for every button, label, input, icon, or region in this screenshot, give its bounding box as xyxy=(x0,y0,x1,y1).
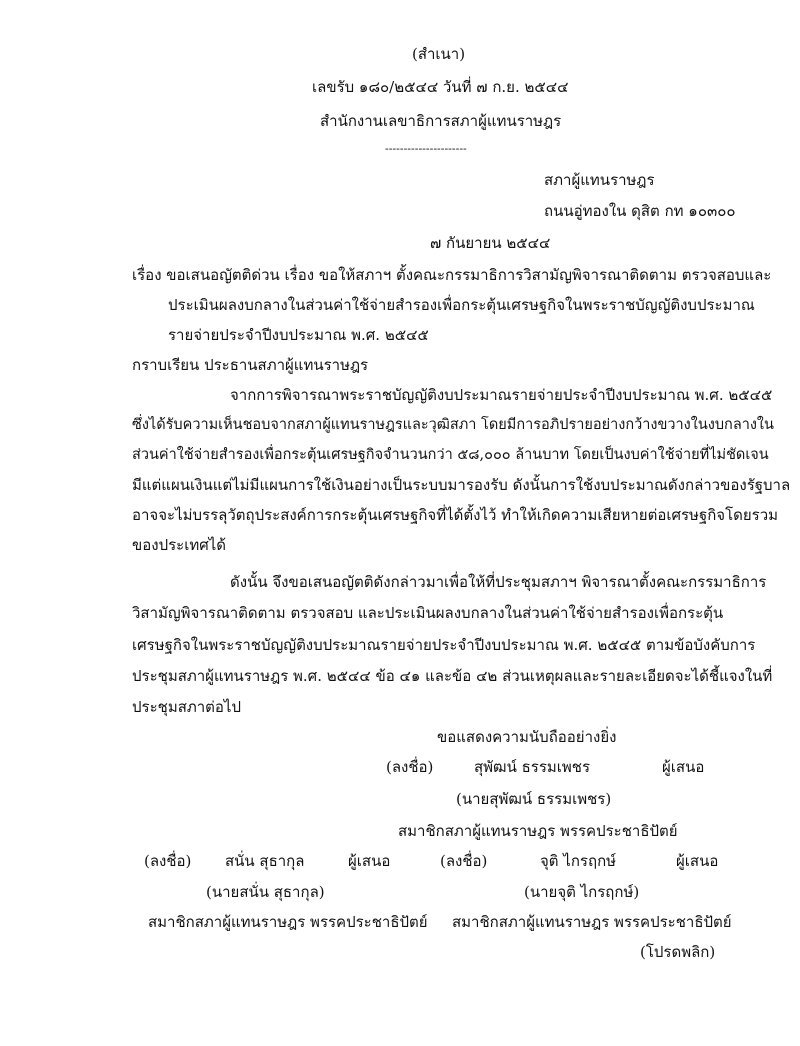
office-name: สำนักงานเลขาธิการสภาผู้แทนราษฎร xyxy=(320,112,562,130)
main-role: ผู้เสนอ xyxy=(662,758,705,776)
main-position: สมาชิกสภาผู้แทนราษฎร พรรคประชาธิปัตย์ xyxy=(398,822,678,840)
receipt-line: เลขรับ ๑๘๐/๒๕๔๔ วันที่ ๗ ก.ย. ๒๕๔๔ xyxy=(312,78,569,96)
right-printed-name: (นายจุติ ไกรฤกษ์) xyxy=(524,883,640,901)
paragraph2-line: ประชุมสภาผู้แทนราษฎร พ.ศ. ๒๕๔๔ ข้อ ๔๑ และข้อ ๔๒ ส่วนเหตุผลและรายละเอียดจะได้ชี้แจงในที่ xyxy=(132,667,773,685)
left-sign-label: (ลงชื่อ) xyxy=(144,852,192,870)
left-printed-name: (นายสนั่น สุธากุล) xyxy=(206,883,325,901)
address-org: สภาผู้แทนราษฎร xyxy=(544,171,655,189)
paragraph1-line: จากการพิจารณาพระราชบัญญัติงบประมาณรายจ่ายประจำปีงบประมาณ พ.ศ. ๒๕๔๕ xyxy=(230,386,773,404)
left-position: สมาชิกสภาผู้แทนราษฎร พรรคประชาธิปัตย์ xyxy=(148,913,428,931)
right-signature: จุติ ไกรฤกษ์ xyxy=(540,852,617,870)
turn-over-note: (โปรดพลิก) xyxy=(640,943,716,961)
paragraph2-line: วิสามัญพิจารณาติดตาม ตรวจสอบ และประเมินผลงบกลางในส่วนค่าใช้จ่ายสำรองเพื่อกระตุ้น xyxy=(132,604,724,622)
paragraph1-line: อาจจะไม่บรรลุวัตถุประสงค์การกระตุ้นเศรษฐกิจที่ได้ตั้งไว้ ทำให้เกิดความเสียหายต่อเศรษฐกิจโดยรวม xyxy=(132,506,779,524)
main-signature: สุพัฒน์ ธรรมเพชร xyxy=(474,758,591,776)
left-signature: สนั่น สุธากุล xyxy=(225,852,305,870)
copy-mark: (สำเนา) xyxy=(412,45,466,63)
salutation: กราบเรียน ประธานสภาผู้แทนราษฎร xyxy=(132,356,369,374)
paragraph1-line: ของประเทศได้ xyxy=(132,536,227,554)
right-position: สมาชิกสภาผู้แทนราษฎร พรรคประชาธิปัตย์ xyxy=(452,913,732,931)
document-date: ๗ กันยายน ๒๕๔๔ xyxy=(430,234,551,252)
paragraph2-line: ประชุมสภาต่อไป xyxy=(132,698,241,716)
right-sign-label: (ลงชื่อ) xyxy=(440,852,488,870)
subject-line-1: เรื่อง ขอเสนอญัตติด่วน เรื่อง ขอให้สภาฯ ตั้งคณะกรรมาธิการวิสามัญพิจารณาติดตาม ตรวจสอบและ xyxy=(132,266,772,284)
paragraph2-line: เศรษฐกิจในพระราชบัญญัติงบประมาณรายจ่ายประจำปีงบประมาณ พ.ศ. ๒๕๔๕ ตามข้อบังคับการ xyxy=(132,636,756,654)
paragraph1-line: ส่วนค่าใช้จ่ายสำรองเพื่อกระตุ้นเศรษฐกิจจำนวนกว่า ๕๘,๐๐๐ ล้านบาท โดยเป็นงบค่าใช้จ่ายที่ไม่ชัดเจน xyxy=(132,447,769,463)
address-street: ถนนอู่ทองใน ดุสิต กท ๑๐๓๐๐ xyxy=(544,202,736,220)
header-divider: ---------------------- xyxy=(385,142,467,155)
main-sign-label: (ลงชื่อ) xyxy=(386,758,434,776)
paragraph1-line: มีแต่แผนเงินแต่ไม่มีแผนการใช้เงินอย่างเป็นระบบมารองรับ ดังนั้นการใช้งบประมาณดังกล่าวของรัฐบาล xyxy=(132,476,791,494)
right-role: ผู้เสนอ xyxy=(676,852,719,870)
subject-line-3: รายจ่ายประจำปีงบประมาณ พ.ศ. ๒๕๔๕ xyxy=(168,326,429,344)
left-role: ผู้เสนอ xyxy=(348,852,391,870)
closing: ขอแสดงความนับถืออย่างยิ่ง xyxy=(437,728,617,746)
paragraph2-line: ดังนั้น จึงขอเสนอญัตติดังกล่าวมาเพื่อให้ที่ประชุมสภาฯ พิจารณาตั้งคณะกรรมาธิการ xyxy=(230,573,767,591)
main-printed-name: (นายสุพัฒน์ ธรรมเพชร) xyxy=(456,790,612,808)
paragraph1-line: ซึ่งได้รับความเห็นชอบจากสภาผู้แทนราษฎรและวุฒิสภา โดยมีการอภิปรายอย่างกว้างขวางในงบกลางใน xyxy=(132,417,774,433)
subject-line-2: ประเมินผลงบกลางในส่วนค่าใช้จ่ายสำรองเพื่อกระตุ้นเศรษฐกิจในพระราชบัญญัติงบประมาณ xyxy=(168,296,755,314)
